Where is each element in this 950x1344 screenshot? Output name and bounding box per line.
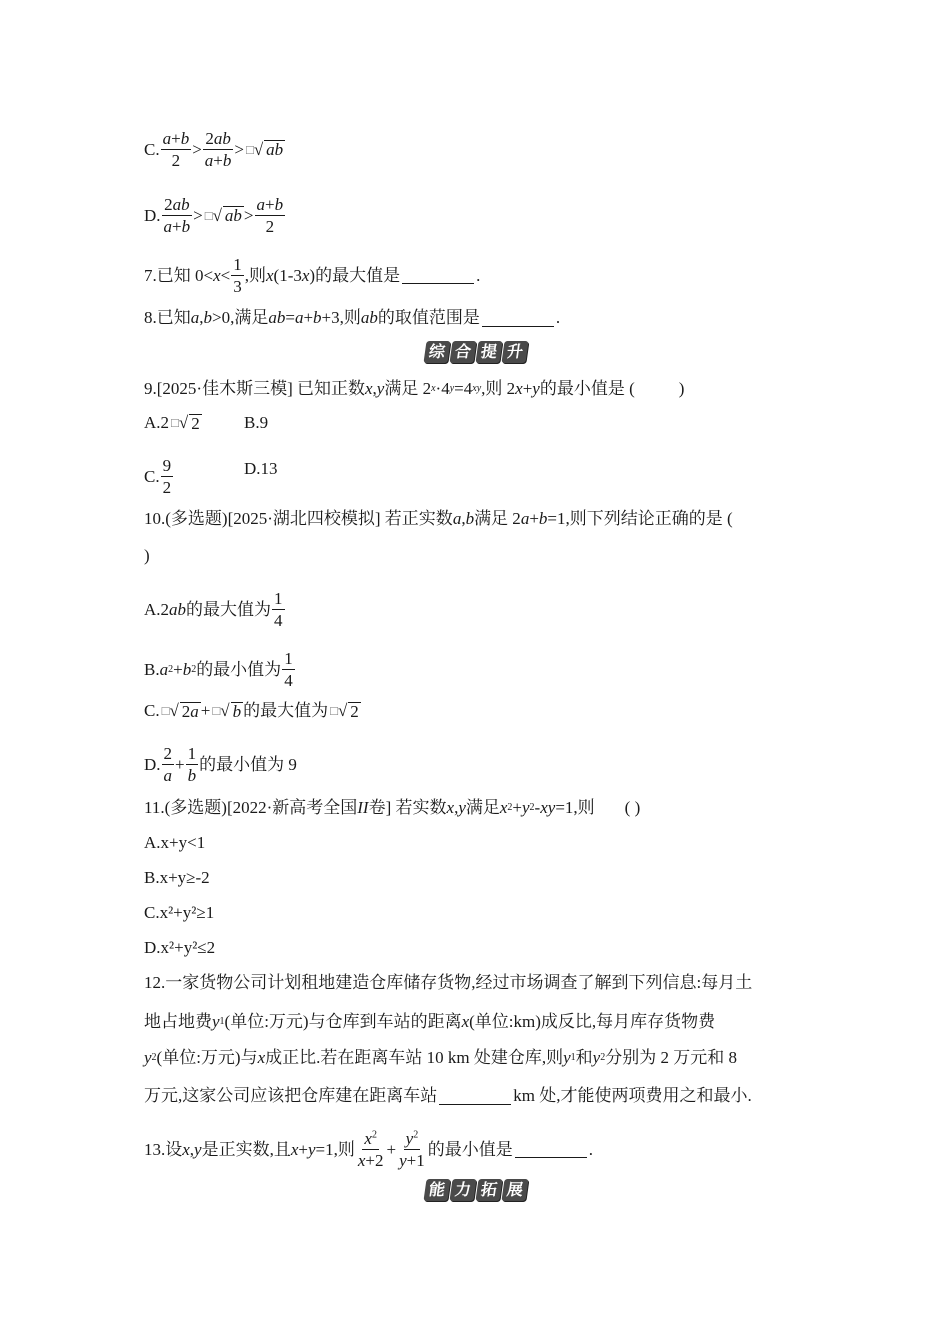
q10-option-c: C. □ √ 2a + □ √ b 的最大值为 □ √ 2 bbox=[144, 701, 359, 721]
q11-option-c: C.x²+y²≥1 bbox=[144, 903, 215, 922]
question-12-line3: y 2 (单位:万元)与 x 成正比.若在距离车站 10 km 处建仓库,则 y 1 和 y 2 分别为 2 万元和 8 bbox=[144, 1048, 737, 1067]
q9-option-d: D.13 bbox=[244, 459, 278, 478]
answer-blank[interactable] bbox=[439, 1088, 511, 1105]
fraction: $\frac{1}{4}$ bbox=[274, 589, 283, 630]
q10-option-b: B. a 2 + b 2 的最小值为 $\frac{1}{4}$ bbox=[144, 649, 293, 690]
fraction: $\frac{y^2}{y+1}$ bbox=[399, 1129, 425, 1170]
fraction: $\frac{a+b}{2}$ bbox=[162, 129, 190, 170]
question-12-line4: 万元,这家公司应该把仓库建在距离车站 km 处,才能使两项费用之和最小. bbox=[144, 1086, 752, 1105]
q6-option-c: C. $\frac{a+b}{2}$ > $\frac{2ab}{a+b}$ > □ √ ab bbox=[144, 129, 284, 170]
fraction: $\frac{1}{3}$ bbox=[233, 255, 242, 296]
fraction: $\frac{9}{2}$ bbox=[162, 456, 172, 497]
fraction: $\frac{2ab}{a+b}$ bbox=[163, 195, 191, 236]
answer-blank[interactable] bbox=[515, 1141, 587, 1158]
answer-blank[interactable] bbox=[482, 310, 554, 327]
q10-option-d: D. $\frac{2}{a}$ + $\frac{1}{b}$ 的最小值为 9 bbox=[144, 744, 297, 785]
question-11: 11.(多选题)[2022·新高考全国 II 卷] 若实数 x , y 满足 x 2 + y 2 - xy =1,则 ( ) bbox=[144, 798, 641, 817]
fraction: $\frac{2ab}{a+b}$ bbox=[204, 129, 232, 170]
q11-option-d: D.x²+y²≤2 bbox=[144, 938, 216, 957]
question-9: 9.[2025·佳木斯三模] 已知正数 x , y 满足 2 x ·4 y =4 xy ,则 2 x + y 的最小值是 ( ) bbox=[144, 379, 685, 398]
fraction: $\frac{a+b}{2}$ bbox=[256, 195, 284, 236]
question-7: 7.已知 0< x < $\frac{1}{3}$ ,则 x (1-3 x )的最大值是 . bbox=[144, 255, 481, 296]
fraction: $\frac{1}{b}$ bbox=[187, 744, 197, 785]
section-banner-comprehensive: 综 合 提 升 bbox=[425, 341, 527, 363]
question-10: 10.(多选题)[2025·湖北四校模拟] 若正实数 a , b 满足 2 a + b =1,则下列结论正确的是 ( bbox=[144, 509, 733, 528]
question-12-line2: 地占地费 y 1 (单位:万元)与仓库到车站的距离 x (单位:km)成反比,每月库存货物费 bbox=[144, 1012, 716, 1031]
question-8: 8.已知 a , b >0,满足 ab = a + b +3,则 ab 的取值范围是 . bbox=[144, 308, 561, 327]
question-12-line1: 12.一家货物公司计划租地建造仓库储存货物,经过市场调查了解到下列信息:每月土 bbox=[144, 973, 753, 992]
answer-blank[interactable] bbox=[402, 267, 474, 284]
question-10-close: ) bbox=[144, 546, 150, 565]
section-banner-extension: 能 力 拓 展 bbox=[425, 1179, 527, 1201]
q11-option-a: A.x+y<1 bbox=[144, 833, 206, 852]
q9-option-c: C. $\frac{9}{2}$ bbox=[144, 456, 172, 497]
question-13: 13.设 x , y 是正实数,且 x + y =1,则 $\frac{x^2}{x+2}$ + $\frac{y^2}{y+1}$ 的最小值是 . bbox=[144, 1129, 593, 1170]
q6-option-d: D. $\frac{2ab}{a+b}$ > □ √ ab > $\frac{a+b}{2}$ bbox=[144, 195, 284, 236]
q10-option-a: A.2 ab 的最大值为 $\frac{1}{4}$ bbox=[144, 589, 283, 630]
q11-option-b: B.x+y≥-2 bbox=[144, 868, 210, 887]
fraction: $\frac{2}{a}$ bbox=[163, 744, 173, 785]
q9-option-a: A.2 □ √ 2 bbox=[144, 413, 200, 433]
q9-option-b: B.9 bbox=[244, 413, 269, 432]
fraction: $\frac{1}{4}$ bbox=[284, 649, 293, 690]
fraction: $\frac{x^2}{x+2}$ bbox=[357, 1129, 384, 1170]
